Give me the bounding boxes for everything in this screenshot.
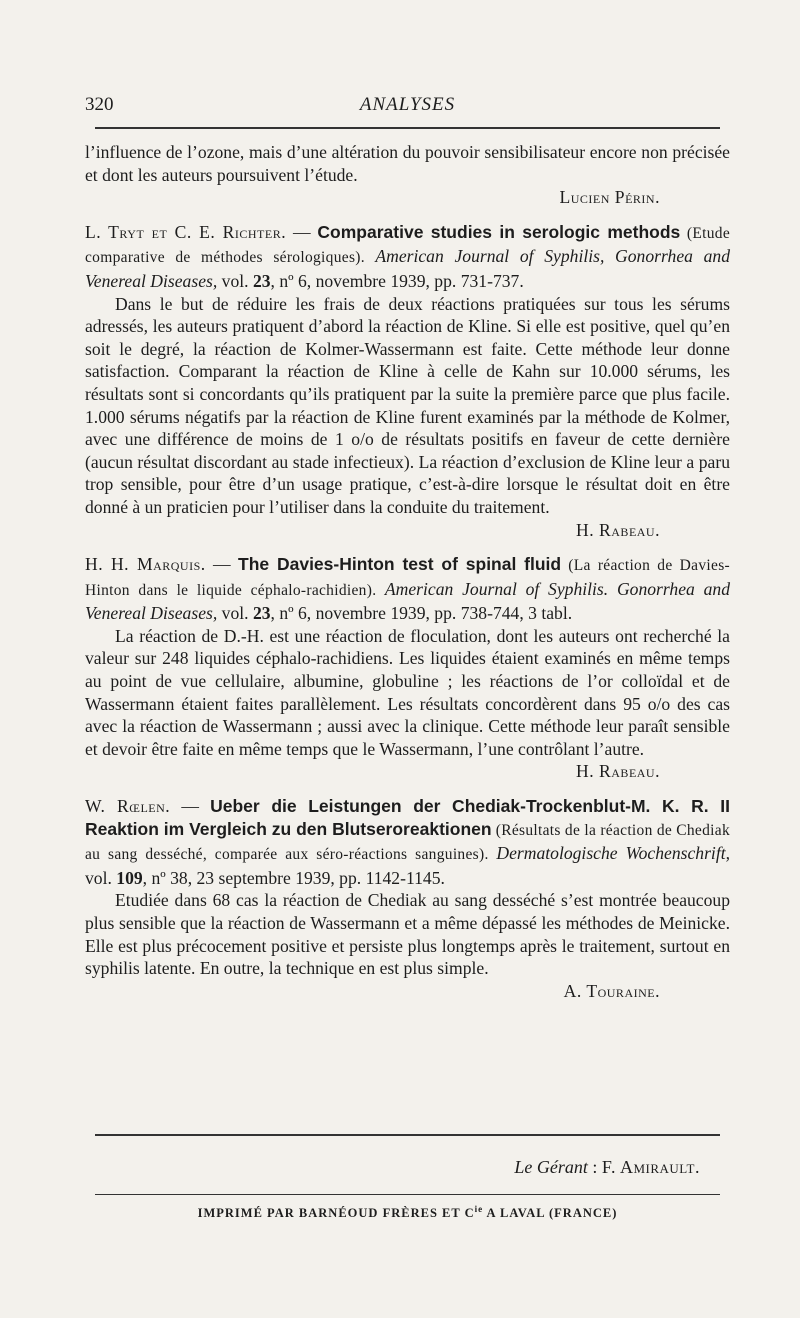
article-2-signature: H. Rabeau. — [576, 761, 660, 782]
article-3-volume: 109 — [116, 867, 143, 888]
gerant-label: Le Gérant — [514, 1157, 588, 1177]
article-1-title: Comparative studies in serologic methods — [317, 221, 681, 242]
article-3-vol-prefix: vol. — [85, 867, 117, 888]
article-1-vol-prefix: vol. — [217, 270, 253, 291]
article-3-dash: — — [170, 796, 211, 817]
page-body — [85, 141, 730, 1002]
article-2-journal: American Journal of Syphilis. Gonorrhea and Venereal Diseases, — [85, 578, 730, 624]
article-2-body: La réaction de D.-H. est une réaction de floculation, dont les auteurs ont recherché la valeur sur 248 liquides céphalo-rachidiens. Les liquides étaient examinés en même temps au point de vue cellulaire, albumine, globuline ; les réactions de l’or colloïdal et de Wassermann étaient faites parallèlement. Les résultats concordèrent dans 95 o/o des cas avec la réaction de Wassermann ; aussi avec la clinique. Cette méthode leur paraît sensible et devoir être faite en même temps que le Wassermann, l’une contrôlant l’autre. — [85, 625, 730, 759]
article-2-vol-prefix: vol. — [217, 603, 253, 624]
imprint-before: IMPRIMÉ PAR BARNÉOUD FRÈRES ET C — [197, 1206, 475, 1221]
imprint-sup: ie — [474, 1204, 484, 1214]
article-2-translation: (La réaction de Davies-Hinton dans le liquide céphalo-rachidien). — [85, 557, 730, 599]
article-1-volume: 23 — [252, 270, 271, 291]
article-3-body: Etudiée dans 68 cas la réaction de Chediak au sang desséché s’est montrée beaucoup plus sensible que la réaction de Wassermann et a même dépassé les méthodes de Meinicke. Elle est plus précocement positive et persiste plus longtemps après le traitement, surtout en syphilis latente. En outre, la technique en est plus simple. — [85, 890, 730, 979]
imprint-after: A LAVAL (FRANCE) — [483, 1206, 618, 1221]
article-1-authors: L. Tryt et C. E. Richter. — [85, 221, 287, 242]
article-1-dash: — — [286, 221, 318, 242]
article-2-volume: 23 — [252, 603, 271, 624]
intro-signature: Lucien Périn. — [559, 187, 660, 208]
running-title: ANALYSES — [359, 94, 456, 115]
intro-paragraph: l’influence de l’ozone, mais d’une altération du pouvoir sensibilisateur encore non précisée et dont les auteurs poursuivent l’étude. — [85, 142, 730, 185]
article-2-issue-pages: , nº 6, novembre 1939, pp. 738-744, 3 tabl. — [270, 603, 573, 624]
page-number: 320 — [85, 94, 114, 115]
article-2-dash: — — [205, 554, 239, 575]
article-3-issue-pages: , nº 38, 23 septembre 1939, pp. 1142-1145. — [142, 867, 445, 888]
article-1-translation: (Etude comparative de méthodes sérologiques). — [85, 224, 731, 267]
article-2-title: The Davies-Hinton test of spinal fluid — [238, 554, 562, 575]
article-2-authors: H. H. Marquis. — [85, 554, 206, 575]
page-header — [85, 94, 730, 118]
article-1-signature: H. Rabeau. — [576, 519, 660, 540]
article-2-reference — [85, 553, 730, 625]
article-3-journal: Dermatologische Wochenschrift, — [496, 843, 730, 864]
header-rule — [95, 127, 720, 129]
article-3-translation: (Résultats de la réaction de Chediak au sang desséché, comparée aux séro-réactions sanguines). — [85, 821, 730, 864]
article-1-journal: American Journal of Syphilis, Gonorrhea and Venereal Diseases, — [85, 246, 730, 291]
article-3-reference — [85, 795, 730, 889]
article-3-authors: W. Rœlen. — [85, 796, 171, 817]
gerant-separator: : — [587, 1157, 602, 1177]
article-1-body: Dans le but de réduire les frais de deux réactions pratiquées sur tous les sérums adressés, les auteurs pratiquent d’abord la réaction de Kline. Si elle est positive, quel qu’en soit le degré, la réaction de Kolmer-Wassermann est faite. Cette méthode leur donne satisfaction. Comparant la réaction de Kline à celle de Kahn sur 10.000 sérums, les résultats sont si concordants qu’ils pratiquent par la suite la première parce que plus facile. 1.000 sérums négatifs par la réaction de Kline furent examinés par la méthode de Kolmer, avec une différence de moins de 1 o/o de résultats positifs en faveur de cette dernière (aucun résultat discordant au stade infectieux). La réaction d’exclusion de Kline leur a paru trop sensible, pour être d’un usage pratique, c’est-à-dire lorsque le résultat doit en être donné à un praticien pour l’utiliser dans la conduite du traitement. — [85, 293, 730, 517]
article-1-issue-pages: , nº 6, novembre 1939, pp. 731-737. — [270, 270, 524, 291]
article-1-reference — [85, 221, 730, 293]
imprint-rule — [95, 1194, 720, 1195]
gerant-name: F. Amirault. — [601, 1157, 700, 1177]
article-3-signature: A. Touraine. — [563, 980, 660, 1001]
article-3-title: Ueber die Leistungen der Chediak-Trockenblut-M. K. R. II Reaktion im Vergleich zu den Blutseroreaktionen — [85, 796, 731, 839]
footer-rule — [95, 1134, 720, 1136]
gerant-line — [514, 1157, 700, 1178]
printer-imprint — [85, 1204, 730, 1221]
